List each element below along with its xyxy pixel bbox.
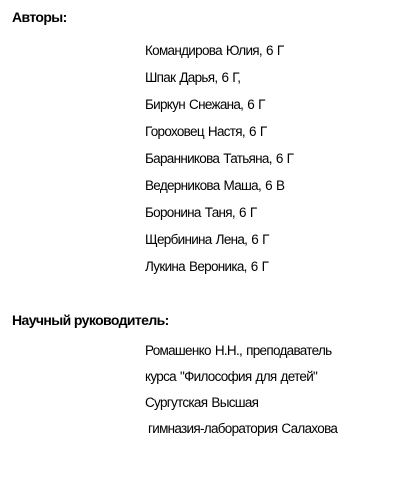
author-name: Гороховец Настя, 6 Г [145, 124, 267, 139]
authors-heading: Авторы: [12, 9, 67, 25]
course-line: курса "Философия для детей" [145, 369, 318, 384]
author-name: Боронина Таня, 6 Г [145, 205, 257, 220]
school-line: гимназия-лаборатория Салахова [148, 421, 338, 436]
author-name: Биркун Снежана, 6 Г [145, 97, 265, 112]
school-line: Сургутская Высшая [145, 395, 259, 410]
supervisor-heading: Научный руководитель: [12, 312, 169, 328]
authors-list [145, 37, 293, 280]
author-name: Шпак Дарья, 6 Г, [145, 70, 241, 85]
author-name: Щербинина Лена, 6 Г [145, 232, 269, 247]
supervisor-name-line: Ромашенко Н.Н., преподаватель [145, 343, 332, 358]
author-name: Командирова Юлия, 6 Г [145, 43, 284, 58]
supervisor-details [145, 338, 337, 442]
author-name: Баранникова Татьяна, 6 Г [145, 151, 294, 166]
author-name: Ведерникова Маша, 6 В [145, 178, 285, 193]
author-name: Лукина Вероника, 6 Г [145, 259, 269, 274]
